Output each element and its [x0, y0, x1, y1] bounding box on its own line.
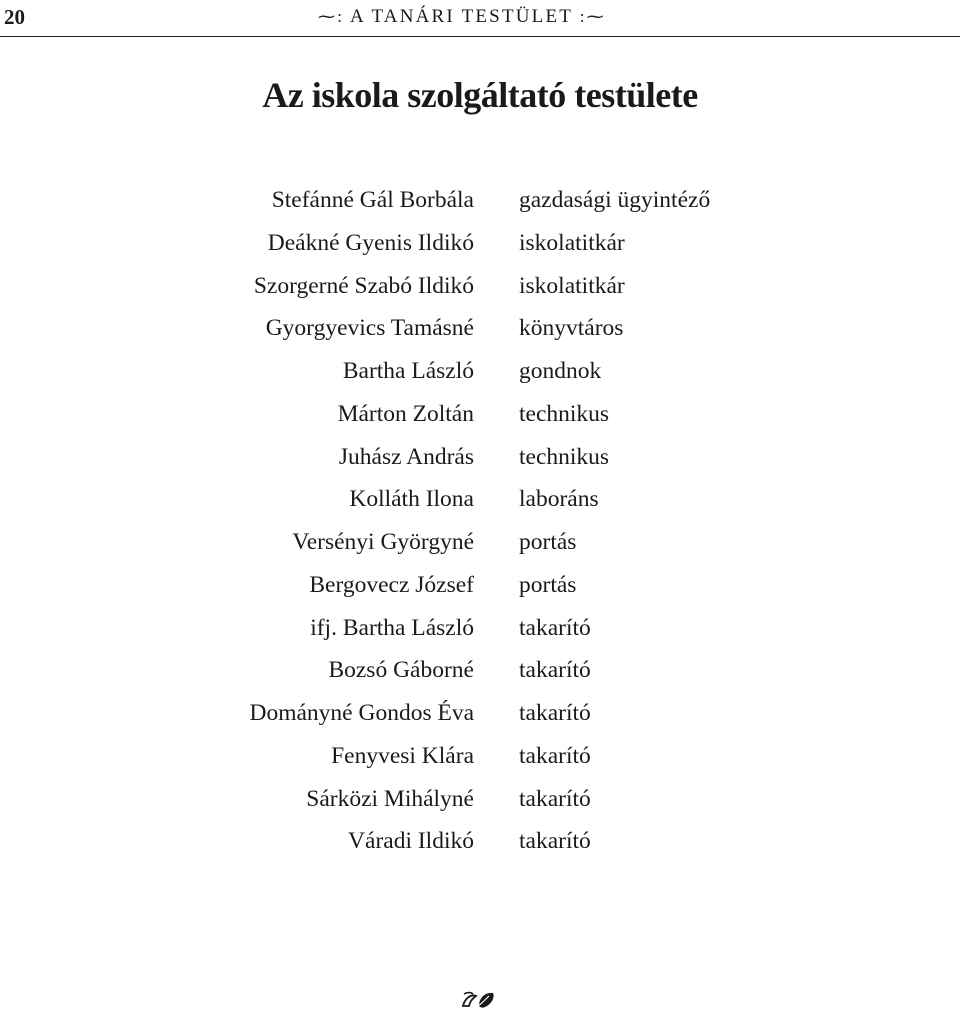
staff-row — [0, 695, 960, 738]
fleuron-icon — [459, 988, 499, 1010]
staff-role: portás — [519, 529, 577, 555]
staff-row — [0, 182, 960, 225]
staff-row — [0, 567, 960, 610]
staff-name: Bartha László — [342, 358, 474, 384]
staff-row — [0, 524, 960, 567]
staff-row — [0, 781, 960, 824]
staff-role: takarító — [519, 828, 591, 855]
staff-row — [0, 268, 960, 311]
staff-name: Deákné Gyenis Ildikó — [267, 229, 474, 256]
staff-role: iskolatitkár — [519, 229, 625, 256]
running-head-ornament-right: :⁓ — [579, 7, 606, 26]
staff-row — [0, 225, 960, 268]
staff-name: Váradi Ildikó — [348, 828, 474, 855]
staff-role: gondnok — [519, 358, 602, 384]
staff-name: ifj. Bartha László — [310, 614, 474, 641]
staff-role: takarító — [519, 700, 591, 726]
running-head — [318, 6, 606, 28]
staff-role: takarító — [519, 657, 591, 684]
staff-name: Márton Zoltán — [337, 400, 474, 427]
staff-row — [0, 353, 960, 396]
page-header — [0, 0, 960, 37]
staff-name: Fenyvesi Klára — [331, 742, 474, 769]
staff-role: technikus — [519, 443, 610, 470]
staff-role: takarító — [519, 742, 591, 769]
staff-row — [0, 823, 960, 866]
staff-role: portás — [519, 571, 577, 598]
staff-row — [0, 310, 960, 353]
staff-role: technikus — [519, 400, 610, 427]
staff-name: Juhász András — [338, 443, 474, 470]
staff-name: Bozsó Gáborné — [328, 657, 474, 684]
staff-name: Bergovecz József — [309, 571, 474, 598]
staff-row — [0, 652, 960, 695]
staff-row — [0, 396, 960, 439]
staff-name: Sárközi Mihályné — [306, 785, 474, 812]
staff-name: Szorgerné Szabó Ildikó — [253, 272, 474, 299]
staff-role: iskolatitkár — [519, 272, 625, 299]
staff-list — [0, 182, 960, 866]
staff-row — [0, 610, 960, 653]
staff-row — [0, 481, 960, 524]
staff-role: gazdasági ügyintéző — [519, 187, 711, 213]
staff-name: Versényi Györgyné — [292, 529, 474, 555]
staff-role: laboráns — [519, 486, 599, 513]
running-head-title: A TANÁRI TESTÜLET — [350, 6, 573, 27]
staff-row — [0, 439, 960, 482]
running-head-ornament-left: ⁓: — [318, 7, 345, 26]
staff-name: Kolláth Ilona — [349, 486, 474, 513]
staff-row — [0, 738, 960, 781]
staff-name: Gyorgyevics Tamásné — [265, 315, 474, 342]
page-title: Az iskola szolgáltató testülete — [262, 75, 698, 115]
staff-role: takarító — [519, 614, 591, 641]
staff-name: Dományné Gondos Éva — [249, 700, 474, 726]
staff-name: Stefánné Gál Borbála — [271, 187, 474, 213]
staff-role: takarító — [519, 785, 591, 812]
page-number: 20 — [4, 5, 25, 29]
staff-role: könyvtáros — [519, 315, 624, 342]
